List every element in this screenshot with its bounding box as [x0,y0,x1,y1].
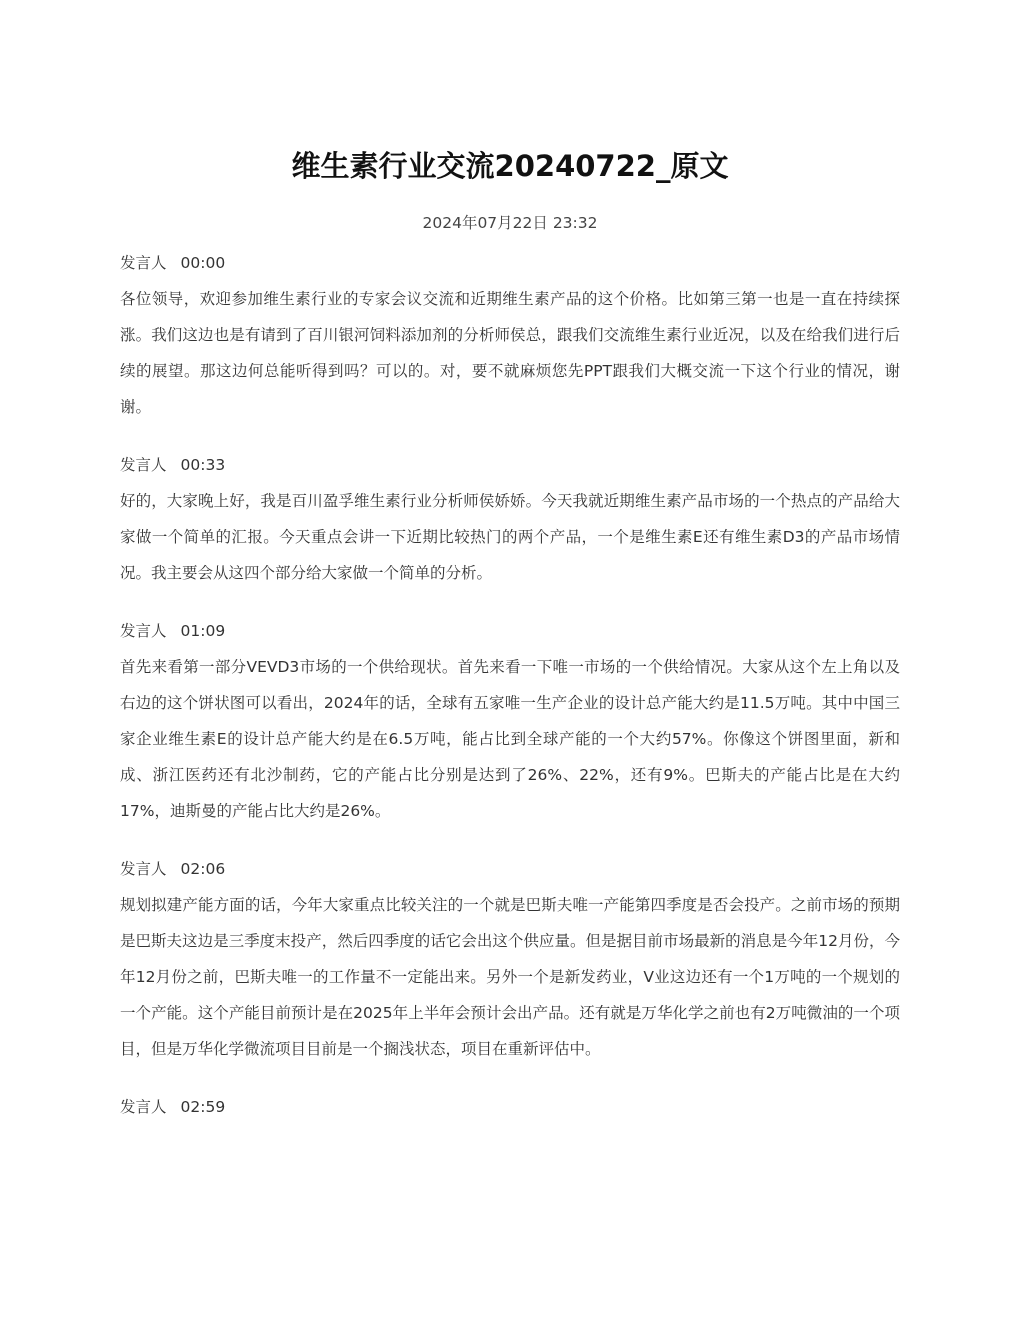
timestamp: 02:06 [180,860,226,878]
document-page [120,0,900,1125]
timestamp: 01:09 [180,622,226,640]
speaker-line [120,1089,900,1125]
transcript-text: 好的，大家晚上好，我是百川盈孚维生素行业分析师侯娇娇。今天我就近期维生素产品市场的一个热点的产品给大家做一个简单的汇报。今天重点会讲一下近期比较热门的两个产品，一个是维生素E还有维生素D3的产品市场情况。我主要会从这四个部分给大家做一个简单的分析。 [120,492,900,582]
transcript-text: 首先来看第一部分VEVD3市场的一个供给现状。首先来看一下唯一市场的一个供给情况。大家从这个左上角以及右边的这个饼状图可以看出，2024年的话，全球有五家唯一生产企业的设计总产能大约是11.5万吨。其中中国三家企业维生素E的设计总产能大约是在6.5万吨，能占比到全球产能的一个大约57%。你像这个饼图里面，新和成、浙江医药还有北沙制药，它的产能占比分别是达到了26%、22%，还有9%。巴斯夫的产能占比是在大约17%，迪斯曼的产能占比大约是26%。 [120,658,900,820]
timestamp: 00:00 [180,254,226,272]
speaker-name: 发言人 [120,622,167,640]
transcript-turn [120,613,900,829]
speaker-name: 发言人 [120,860,167,878]
transcript-turn [120,447,900,591]
speaker-line [120,613,900,649]
transcript-turn [120,851,900,1067]
timestamp: 02:59 [180,1098,226,1116]
transcript-turn [120,245,900,425]
speaker-line [120,245,900,281]
speaker-name: 发言人 [120,456,167,474]
transcript-text: 各位领导，欢迎参加维生素行业的专家会议交流和近期维生素产品的这个价格。比如第三第一也是一直在持续探涨。我们这边也是有请到了百川银河饲料添加剂的分析师侯总，跟我们交流维生素行业近况，以及在给我们进行后续的展望。那这边何总能听得到吗？可以的。对，要不就麻烦您先PPT跟我们大概交流一下这个行业的情况，谢谢。 [120,290,900,416]
speaker-name: 发言人 [120,1098,167,1116]
document-title: 维生素行业交流20240722_原文 [291,149,729,183]
speaker-line [120,447,900,483]
transcript-text: 规划拟建产能方面的话，今年大家重点比较关注的一个就是巴斯夫唯一产能第四季度是否会投产。之前市场的预期是巴斯夫这边是三季度末投产，然后四季度的话它会出这个供应量。但是据目前市场最新的消息是今年12月份，今年12月份之前，巴斯夫唯一的工作量不一定能出来。另外一个是新发药业，V业这边还有一个1万吨的一个规划的一个产能。这个产能目前预计是在2025年上半年会预计会出产品。还有就是万华化学之前也有2万吨微油的一个项目，但是万华化学微流项目目前是一个搁浅状态，项目在重新评估中。 [120,896,900,1058]
speaker-line [120,851,900,887]
document-date: 2024年07月22日 23:32 [422,214,598,232]
timestamp: 00:33 [180,456,226,474]
speaker-name: 发言人 [120,254,167,272]
transcript-turn [120,1089,900,1125]
